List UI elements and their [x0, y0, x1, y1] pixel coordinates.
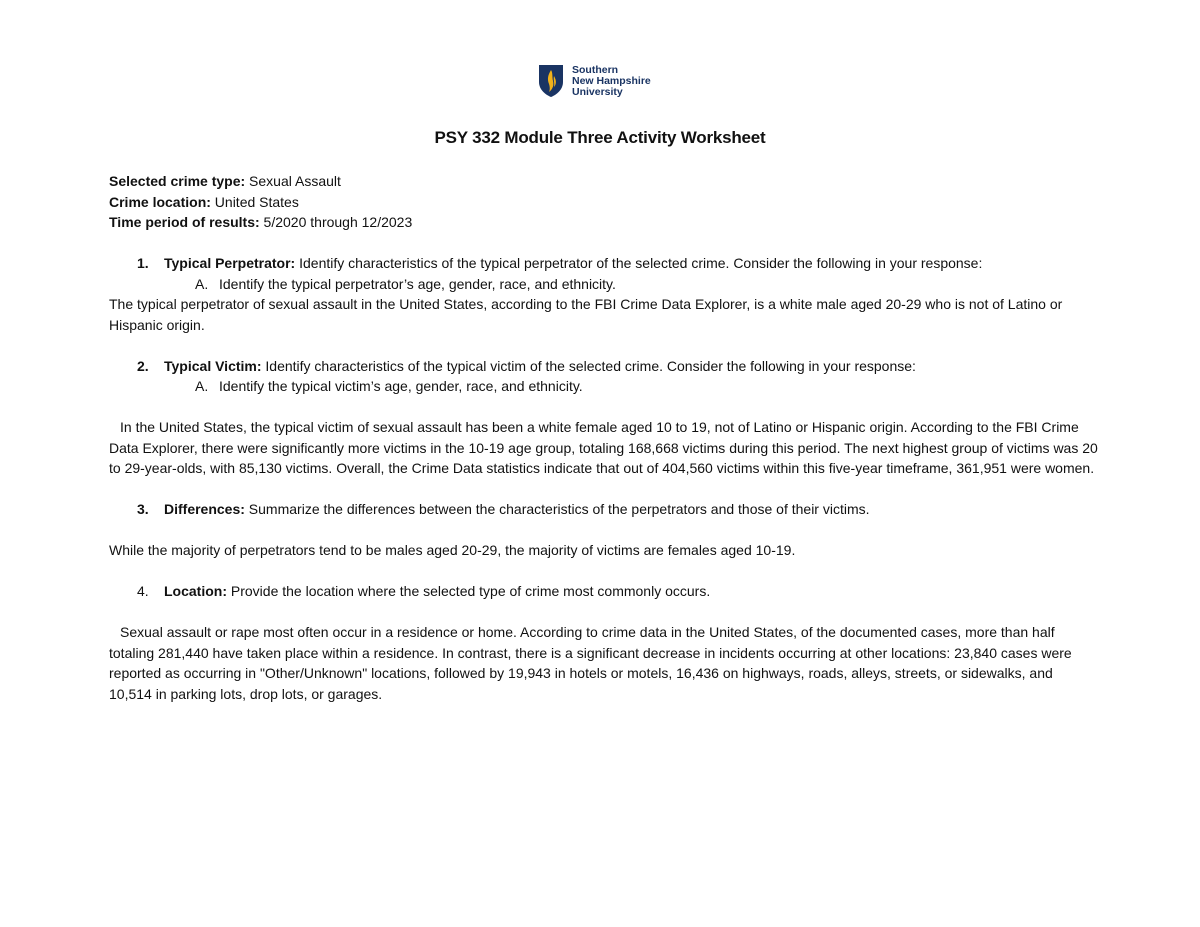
- crime-location-line: [109, 192, 1099, 213]
- question-4-label: Location:: [164, 583, 227, 599]
- question-4-number: 4.: [137, 583, 149, 599]
- time-period-value: 5/2020 through 12/2023: [259, 214, 413, 230]
- question-2-prompt: Identify characteristics of the typical victim of the selected crime. Consider the following in your response:: [261, 357, 916, 374]
- page-title: PSY 332 Module Three Activity Worksheet: [434, 128, 766, 147]
- question-1: [109, 253, 1099, 274]
- logo-line-3: University: [572, 85, 623, 98]
- question-3-number: 3.: [137, 501, 149, 517]
- answer-4: Sexual assault or rape most often occur in a residence or home. According to crime data in the United States, of the documented cases, more than half totaling 281,440 have taken place within a residence. In contrast, there is a significant decrease in incidents occurring at other locations: 23,840 cases were reported as occurring in "Other/Unknown" locations, followed by 19,943 in hotels or motels, 16,436 on highways, roads, alleys, streets, or sidewalks, and 10,514 in parking lots, drop lots, or garages.: [109, 624, 1072, 702]
- logo-line-2: New Hampshire: [572, 74, 651, 87]
- crime-type-value: Sexual Assault: [245, 173, 341, 189]
- snhu-wordmark: [572, 65, 651, 98]
- question-1-number: 1.: [137, 255, 149, 271]
- snhu-logo: [538, 64, 651, 98]
- question-4: [109, 581, 1099, 602]
- crime-type-line: [109, 171, 1099, 192]
- crime-type-label: Selected crime type:: [109, 173, 246, 189]
- question-1-sub-a: [109, 274, 1099, 295]
- question-3-label: Differences:: [164, 501, 245, 517]
- snhu-shield-icon: [538, 64, 564, 98]
- answer-3: While the majority of perpetrators tend to be males aged 20-29, the majority of victims are females aged 10-19.: [109, 542, 796, 558]
- crime-location-value: United States: [210, 193, 299, 210]
- question-4-prompt: Provide the location where the selected type of crime most commonly occurs.: [227, 583, 711, 599]
- worksheet-body: [109, 171, 1099, 704]
- question-2-number: 2.: [137, 357, 149, 374]
- question-2-sub-a: [109, 376, 1099, 397]
- question-3-prompt: Summarize the differences between the characteristics of the perpetrators and those of their victims.: [244, 501, 870, 517]
- question-1-sub-text: Identify the typical perpetrator’s age, gender, race, and ethnicity.: [219, 275, 616, 292]
- question-1-label: Typical Perpetrator:: [164, 255, 296, 271]
- time-period-line: [109, 212, 1099, 233]
- question-2: [109, 356, 1099, 377]
- answer-1: The typical perpetrator of sexual assault in the United States, according to the FBI Crime Data Explorer, is a white male aged 20-29 who is not of Latino or Hispanic origin.: [109, 296, 1063, 333]
- question-2-sub-text: Identify the typical victim’s age, gender, race, and ethnicity.: [219, 378, 583, 394]
- question-1-sub-letter: A.: [195, 275, 209, 292]
- question-1-prompt: Identify characteristics of the typical perpetrator of the selected crime. Consider the following in your response:: [295, 255, 983, 271]
- answer-2: In the United States, the typical victim of sexual assault has been a white female aged 10 to 19, not of Latino or Hispanic origin. According to the FBI Crime Data Explorer, there were significantly more victims in the 10-19 age group, totaling 168,668 victims during this period. The next highest group of victims was 20 to 29-year-olds, with 85,130 victims. Overall, the Crime Data statistics indicate that out of 404,560 victims within this five-year timeframe, 361,951 were women.: [109, 419, 1098, 476]
- question-2-sub-letter: A.: [195, 378, 209, 394]
- logo-line-1: Southern: [572, 63, 619, 76]
- question-2-label: Typical Victim:: [164, 357, 262, 374]
- crime-location-label: Crime location:: [109, 193, 211, 210]
- time-period-label: Time period of results:: [109, 214, 260, 230]
- question-3: [109, 499, 1099, 520]
